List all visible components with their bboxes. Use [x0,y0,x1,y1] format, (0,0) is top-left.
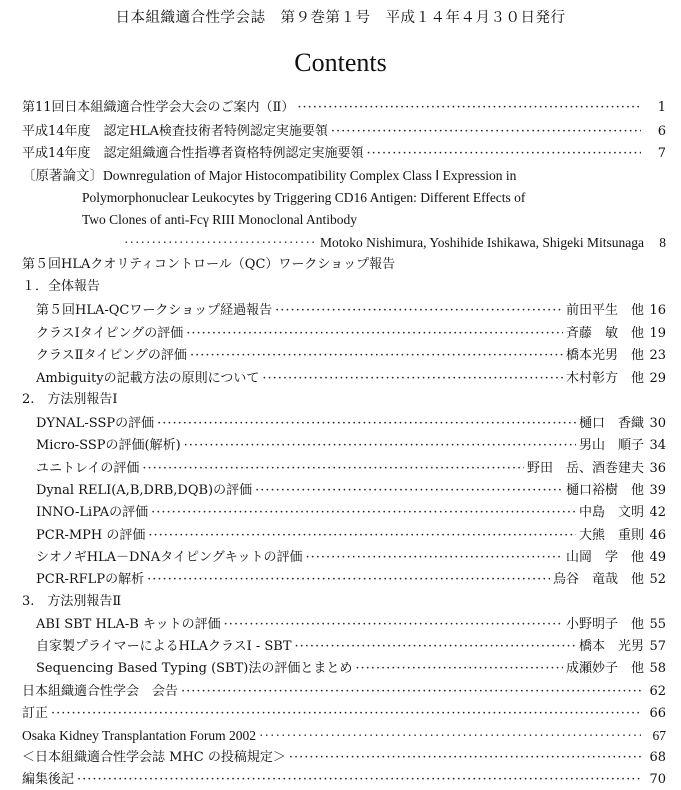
toc-entry-page: 57 [649,639,666,654]
toc-entry[interactable] [36,437,666,455]
leader-dots [190,347,563,365]
toc-entry-author: 樋口 香織 [578,416,644,431]
section-heading-qc: 第５回HLAクオリティコントロール（QC）ワークショップ報告 [22,257,396,272]
toc-entry-author: 山岡 学 他 [565,550,644,565]
toc-entry-author: 男山 順子 [578,438,644,453]
page-title: Contents [294,48,387,77]
toc-entry-page: 39 [649,483,666,498]
toc-entry-page: 66 [649,706,666,721]
toc-entry-title: 平成14年度 認定組織適合性指導者資格特例認定実施要領 [22,146,364,161]
toc-entry[interactable] [36,325,666,343]
toc-entry-author: 野田 岳、酒巻建夫 [526,461,644,476]
leader-dots [259,727,641,745]
toc-entry[interactable] [22,145,666,163]
leader-dots [289,749,641,767]
toc-entry-title: クラスⅡタイピングの評価 [36,348,187,363]
toc-entry-page: 7 [657,146,666,161]
toc-entry-title: 編集後記 [22,772,75,787]
toc-entry[interactable] [22,99,666,117]
toc-entry[interactable] [22,749,666,767]
leader-dots [186,325,563,343]
toc-entry-title: Osaka Kidney Transplantation Forum 2002 [22,728,256,743]
toc-entry-author: 烏谷 竜哉 他 [552,572,644,587]
toc-entry[interactable] [22,123,666,141]
toc-entry-title: 日本組織適合性学会 会告 [22,684,179,699]
toc-entry-page: 67 [652,728,666,743]
journal-header: 日本組織適合性学会誌 第９巻第１号 平成１４年４月３０日発行 [115,10,566,26]
leader-dots [148,527,576,545]
toc-entry[interactable] [22,771,666,789]
leader-dots [77,771,641,789]
toc-entry-title: 平成14年度 認定HLA検査技術者特例認定実施要領 [22,124,328,139]
leader-dots [147,571,550,589]
leader-dots [275,302,563,320]
toc-entry-author: 斉藤 敏 他 [565,326,644,341]
toc-entry-page: 70 [649,772,666,787]
toc-entry-page: 34 [649,438,666,453]
toc-entry[interactable] [36,549,666,567]
toc-entry[interactable] [36,347,666,365]
toc-entry-page: 46 [649,528,666,543]
toc-entry[interactable] [36,370,666,388]
article-title-line3[interactable]: Two Clones of anti-Fcγ RIII Monoclonal Antibody [82,212,357,227]
toc-entry[interactable] [36,302,666,320]
toc-entry-title: ABI SBT HLA-B キットの評価 [36,617,221,632]
toc-entry[interactable] [22,727,666,745]
article-authors-row[interactable] [124,234,666,252]
toc-entry-author: 前田平生 他 [565,303,644,318]
toc-entry-title: 第11回日本組織適合性学会大会のご案内（Ⅱ） [22,100,295,115]
toc-entry-page: 52 [649,572,666,587]
toc-entry-title: Dynal RELI(A,B,DRB,DQB)の評価 [36,483,253,498]
toc-entry-author: 成瀬妙子 他 [565,661,644,676]
toc-entry-title: クラスⅠタイピングの評価 [36,326,184,341]
toc-entry[interactable] [22,705,666,723]
subsection-heading-1: １．全体報告 [22,279,101,294]
leader-dots [157,415,576,433]
toc-entry-author: 樋口裕樹 他 [565,483,644,498]
leader-dots [224,616,563,634]
toc-entry[interactable] [36,482,666,500]
leader-dots [305,549,563,567]
toc-entry-page: 16 [649,303,666,318]
article-title-line1[interactable]: 〔原著論文〕Downregulation of Major Histocompatibility Complex Class Ⅰ Expression in [22,168,517,183]
toc-entry-page: 58 [649,661,666,676]
leader-dots [331,123,641,141]
toc-entry[interactable] [36,504,666,522]
toc-entry-page: 55 [649,617,666,632]
leader-dots [367,145,641,163]
toc-entry[interactable] [36,571,666,589]
toc-entry-author: 大熊 重則 [578,528,644,543]
toc-entry-page: 68 [649,750,666,765]
subsection-heading-2: 2. 方法別報告Ⅰ [22,392,118,407]
toc-entry-title: Sequencing Based Typing (SBT)法の評価とまとめ [36,661,353,676]
article-title-line2[interactable]: Polymorphonuclear Leukocytes by Triggering CD16 Antigen: Different Effects of [82,190,526,205]
toc-entry-page: 1 [657,100,666,115]
toc-entry-title: Ambiguityの記載方法の原則について [36,371,260,386]
toc-entry-page: 36 [649,461,666,476]
toc-entry-author: 中島 文明 [578,505,644,520]
toc-entry-page: 62 [649,684,666,699]
toc-entry-title: 自家製プライマーによるHLAクラスⅠ - SBT [36,639,292,654]
toc-entry-page: 23 [649,348,666,363]
toc-entry-title: ＜日本組織適合性学会誌 MHC の投稿規定＞ [22,750,286,765]
toc-entry[interactable] [36,660,666,678]
toc-entry-page: 30 [649,416,666,431]
leader-dots [51,705,641,723]
toc-entry-title: PCR-RFLPの解析 [36,572,145,587]
toc-entry-title: Micro-SSPの評価(解析) [36,438,181,453]
toc-entry-title: シオノギHLA－DNAタイピングキットの評価 [36,550,303,565]
toc-entry[interactable] [22,683,666,701]
toc-entry-author: 木村彰方 他 [565,371,644,386]
leader-dots [355,660,563,678]
toc-entry[interactable] [36,638,666,656]
toc-entry-page: 49 [649,550,666,565]
leader-dots [255,482,563,500]
toc-entry-title: INNO-LiPAの評価 [36,505,149,520]
toc-entry-page: 29 [649,371,666,386]
toc-entry-author: 橋本 光男 [578,639,644,654]
toc-entry-author: 小野明子 他 [565,617,644,632]
leader-dots [151,504,576,522]
toc-entry-title: PCR-MPH の評価 [36,528,146,543]
article-page: 8 [659,235,666,250]
toc-entry[interactable] [36,527,666,545]
toc-entry-page: 42 [649,505,666,520]
article-authors: Motoko Nishimura, Yoshihide Ishikawa, Shigeki Mitsunaga [320,235,644,250]
leader-dots [181,683,641,701]
toc-entry-title: DYNAL-SSPの評価 [36,416,155,431]
toc-entry-page: 6 [657,124,666,139]
toc-entry[interactable] [36,616,666,634]
leader-dots [142,460,524,478]
leader-dots [184,437,576,455]
toc-entry[interactable] [36,460,666,478]
toc-entry-author: 橋本光男 他 [565,348,644,363]
leader-dots [124,234,317,252]
leader-dots [295,638,576,656]
toc-entry-page: 19 [649,326,666,341]
subsection-heading-3: 3. 方法別報告Ⅱ [22,594,122,609]
toc-entry[interactable] [36,415,666,433]
leader-dots [262,370,563,388]
toc-entry-title: 訂正 [22,706,49,721]
toc-entry-title: ユニトレイの評価 [36,461,140,476]
leader-dots [297,99,641,117]
toc-entry-title: 第５回HLA-QCワークショップ経過報告 [36,303,273,318]
